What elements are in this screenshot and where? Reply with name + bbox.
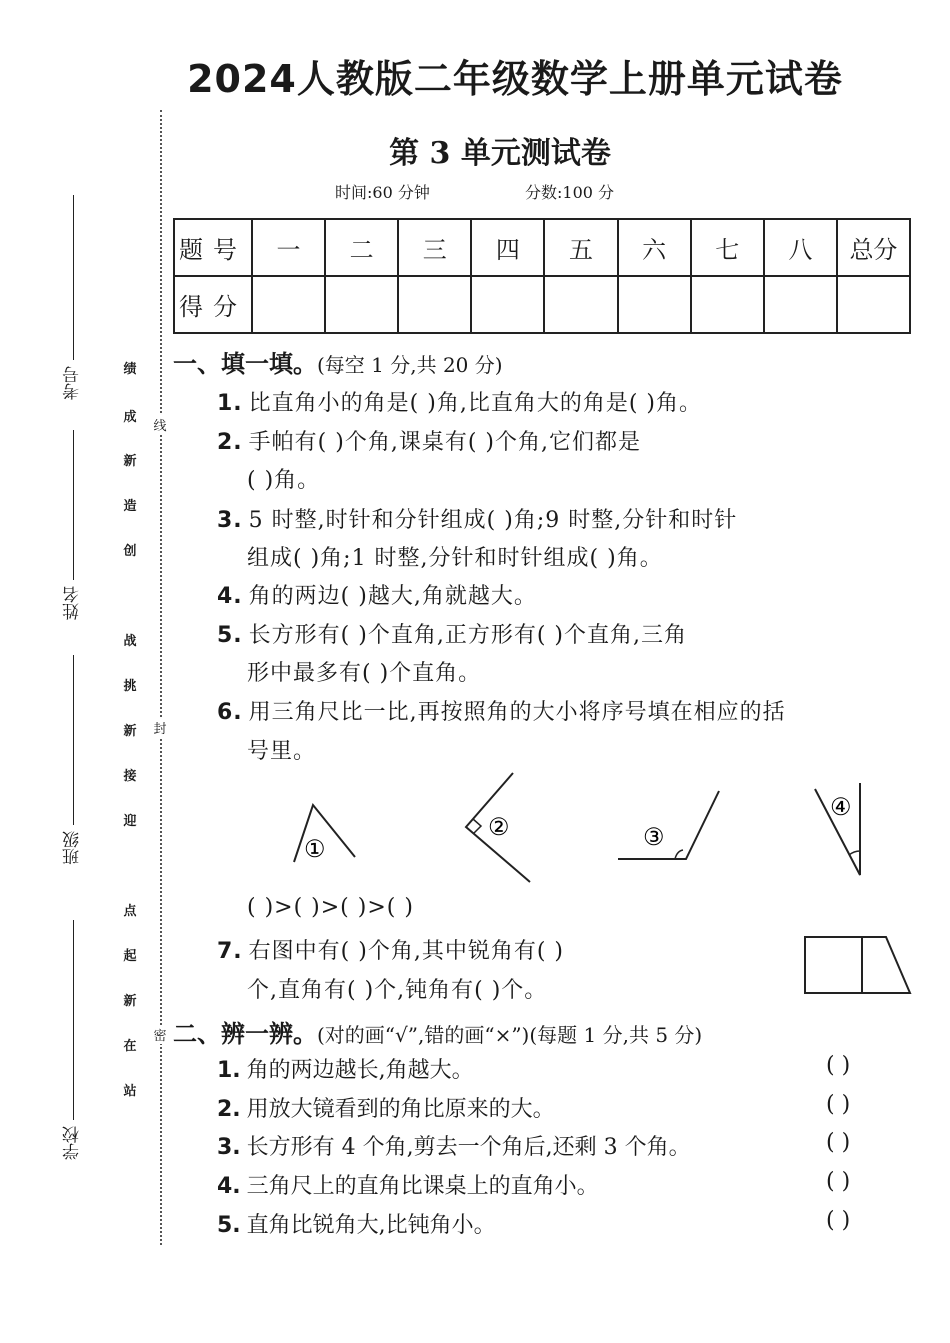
score-table-header-row	[174, 219, 910, 276]
section1-note: (每空 1 分,共 20 分)	[317, 353, 503, 377]
judge-text: 三角尺上的直角比课桌上的直角小。	[246, 1174, 599, 1199]
section2-note: (对的画“√”,错的画“×”)(每题 1 分,共 5 分)	[317, 1023, 703, 1047]
exam-number-field	[60, 195, 85, 400]
question-text: 比直角小的角是( )角,比直角大的角是( )角。	[248, 391, 702, 416]
question-number: 3.	[217, 508, 243, 533]
angle-order-blanks: ( )>( )>( )>( )	[247, 895, 414, 920]
score-cell-header: 总分	[837, 219, 910, 276]
slogan-char: 战	[123, 634, 137, 649]
question-7	[217, 934, 564, 965]
judge-item-5	[217, 1208, 496, 1239]
question-text: 5 时整,时针和分针组成( )角;9 时整,分针和时针	[248, 508, 738, 533]
score-cell-blank[interactable]	[837, 276, 910, 333]
slogan-char: 新	[123, 994, 137, 1009]
question-2	[217, 425, 641, 456]
slogan-char: 站	[123, 1084, 137, 1099]
full-score: 分数:100 分	[525, 183, 615, 202]
judge-number: 1.	[217, 1058, 241, 1083]
question-6	[217, 695, 786, 726]
score-cell-blank[interactable]	[398, 276, 471, 333]
score-cell-header: 六	[618, 219, 691, 276]
score-table-score-row	[174, 276, 910, 333]
cut-mark-seal: 封	[150, 718, 170, 737]
question-number: 7.	[217, 939, 243, 964]
class-field	[60, 655, 85, 865]
judge-number: 2.	[217, 1097, 241, 1122]
angle-3-label: ③	[643, 823, 665, 851]
slogan-char: 绩	[123, 362, 137, 377]
score-cell-header: 八	[764, 219, 837, 276]
name-label: 姓名	[63, 586, 83, 620]
slogan-char: 新	[123, 724, 137, 739]
question-5-cont: 形中最多有( )个直角。	[247, 661, 482, 686]
score-cell-header: 二	[325, 219, 398, 276]
judge-number: 4.	[217, 1174, 241, 1199]
class-label: 班级	[63, 831, 83, 865]
score-cell-header: 四	[471, 219, 544, 276]
name-field	[60, 430, 85, 620]
question-text: 长方形有( )个直角,正方形有( )个直角,三角	[248, 623, 687, 648]
judge-text: 用放大镜看到的角比原来的大。	[246, 1097, 555, 1122]
school-label: 学校	[63, 1126, 83, 1160]
slogan-char: 迎	[123, 814, 137, 829]
score-cell-blank[interactable]	[691, 276, 764, 333]
question-number: 2.	[217, 430, 243, 455]
slogan-char: 接	[123, 769, 137, 784]
judge-item-1	[217, 1053, 474, 1084]
angle-1-figure	[294, 805, 355, 863]
score-cell-blank[interactable]	[544, 276, 617, 333]
judge-text: 角的两边越长,角越大。	[246, 1058, 474, 1083]
judge-text: 直角比锐角大,比钝角小。	[246, 1213, 496, 1238]
judge-item-3	[217, 1130, 691, 1161]
slogan-char: 在	[123, 1039, 137, 1054]
judge-answer-blank[interactable]: ( )	[826, 1092, 851, 1117]
section2-title: 二、辨一辨。	[173, 1020, 317, 1048]
section1-heading	[173, 344, 503, 379]
judge-answer-blank[interactable]: ( )	[826, 1169, 851, 1194]
cut-mark-line: 线	[150, 415, 170, 434]
score-cell-header: 五	[544, 219, 617, 276]
question-1	[217, 386, 702, 417]
section2-heading	[173, 1014, 702, 1049]
score-cell-label: 题号	[174, 219, 252, 276]
question-number: 5.	[217, 623, 243, 648]
score-cell-blank[interactable]	[764, 276, 837, 333]
judge-answer-blank[interactable]: ( )	[826, 1053, 851, 1078]
slogan-char: 新	[123, 454, 137, 469]
angle-3-figure	[618, 791, 719, 859]
score-cell-header: 一	[252, 219, 325, 276]
binding-dotted-line	[160, 110, 162, 1245]
angle-2-label: ②	[488, 813, 510, 841]
slogan-char: 挑	[123, 679, 137, 694]
score-cell-label: 得分	[174, 276, 252, 333]
judge-answer-blank[interactable]: ( )	[826, 1208, 851, 1233]
score-cell-header: 七	[691, 219, 764, 276]
question-number: 4.	[217, 584, 243, 609]
score-cell-blank[interactable]	[252, 276, 325, 333]
question-number: 1.	[217, 391, 243, 416]
angle-figures	[170, 765, 910, 890]
score-cell-blank[interactable]	[618, 276, 691, 333]
exam-number-label: 考号	[63, 366, 83, 400]
judge-text: 长方形有 4 个角,剪去一个角后,还剩 3 个角。	[246, 1135, 691, 1160]
slogan-char: 创	[123, 544, 137, 559]
judge-item-2	[217, 1092, 555, 1123]
question-3	[217, 503, 737, 534]
angle-1-label: ①	[304, 835, 326, 863]
section1-title: 一、填一填。	[173, 350, 317, 378]
question-text: 手帕有( )个角,课桌有( )个角,它们都是	[248, 430, 641, 455]
judge-number: 3.	[217, 1135, 241, 1160]
score-cell-blank[interactable]	[325, 276, 398, 333]
judge-answer-blank[interactable]: ( )	[826, 1130, 851, 1155]
score-cell-header: 三	[398, 219, 471, 276]
score-table	[173, 218, 911, 334]
q7-shape-figure	[800, 932, 920, 998]
angle-2-figure	[466, 773, 530, 882]
slogan-char: 造	[123, 499, 137, 514]
slogan-char: 起	[123, 949, 137, 964]
judge-number: 5.	[217, 1213, 241, 1238]
angle-4-figure	[815, 783, 860, 875]
question-text: 用三角尺比一比,再按照角的大小将序号填在相应的括	[248, 700, 786, 725]
main-title: 2024人教版二年级数学上册单元试卷	[187, 57, 843, 101]
question-text: 角的两边( )越大,角就越大。	[248, 584, 537, 609]
school-field	[60, 920, 85, 1160]
slogan-char: 成	[123, 410, 137, 425]
question-text: 右图中有( )个角,其中锐角有( )	[248, 939, 564, 964]
question-3-cont: 组成( )角;1 时整,分针和时针组成( )角。	[247, 546, 663, 571]
question-6-cont: 号里。	[247, 739, 317, 764]
question-7-cont: 个,直角有( )个,钝角有( )个。	[247, 978, 548, 1003]
score-cell-blank[interactable]	[471, 276, 544, 333]
time-limit: 时间:60 分钟	[335, 183, 430, 202]
question-5	[217, 618, 687, 649]
angle-4-label: ④	[830, 793, 852, 821]
question-2-cont: ( )角。	[247, 468, 321, 493]
slogan-char: 点	[123, 904, 137, 919]
judge-item-4	[217, 1169, 599, 1200]
cut-mark-secret: 密	[150, 1025, 170, 1044]
question-number: 6.	[217, 700, 243, 725]
unit-title: 第 3 单元测试卷	[389, 136, 611, 171]
question-4	[217, 579, 537, 610]
